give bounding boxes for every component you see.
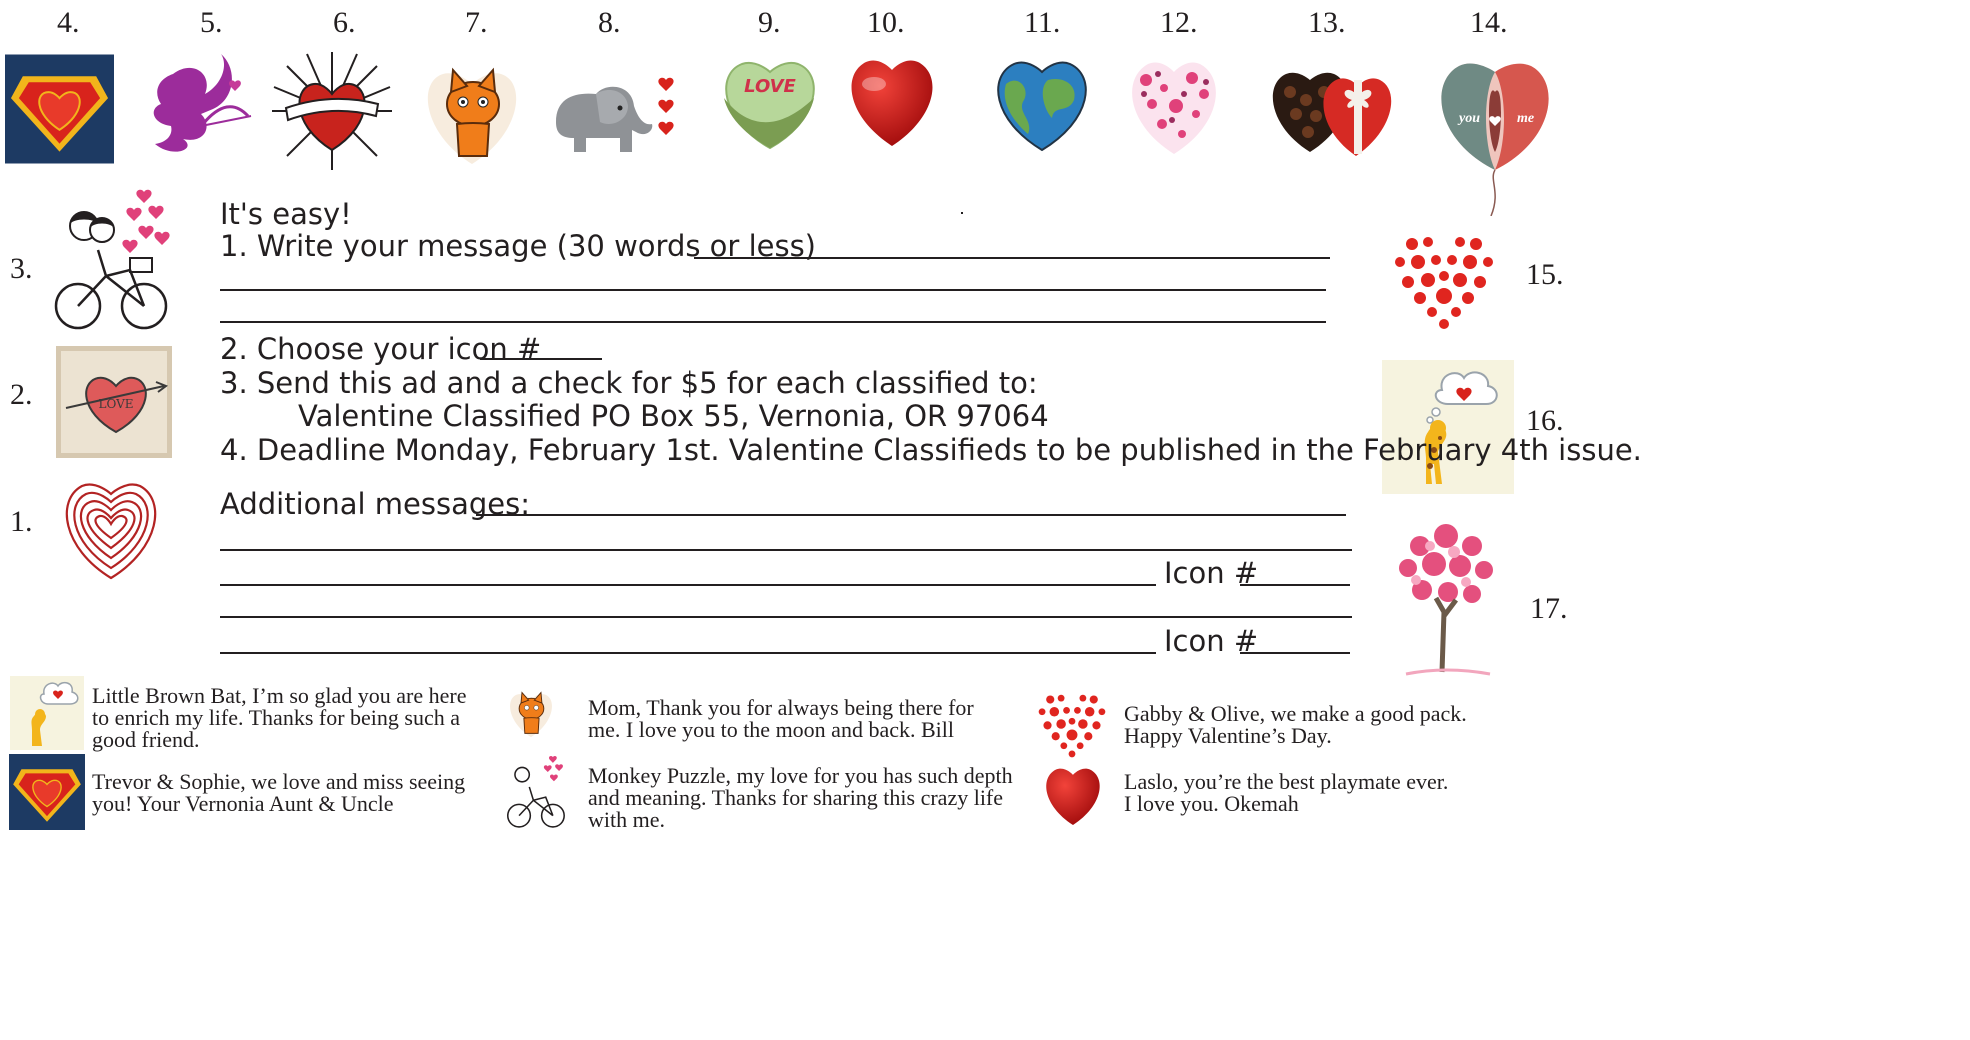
classified-4-line-1: Monkey Puzzle, my love for you has such depth	[588, 763, 1013, 788]
bird-pattern-heart-icon	[1122, 54, 1226, 158]
candy-heart-icon	[714, 54, 826, 150]
form-intro: It's easy!	[220, 197, 352, 231]
icon-label-1: Icon #	[1164, 556, 1259, 590]
icon-number-12: 12.	[1160, 6, 1198, 39]
you-me-balloon-icon	[1425, 52, 1565, 216]
classified-3-line-2: me. I love you to the moon and back. Bill	[588, 717, 954, 742]
icon-number-input[interactable]	[480, 358, 602, 360]
icon-number-11: 11.	[1024, 6, 1061, 39]
icon-number-13: 13.	[1308, 6, 1346, 39]
icon-number-9: 9.	[758, 6, 781, 39]
red-heart-icon	[842, 54, 942, 150]
classified-5-line-1: Gabby & Olive, we make a good pack.	[1124, 701, 1467, 726]
bicycle-couple-icon	[54, 178, 172, 334]
icon-number-16: 16.	[1526, 404, 1564, 437]
message-input-line-3[interactable]	[220, 321, 1326, 323]
candy-heart-text: LOVE	[744, 76, 796, 97]
mailing-address: Valentine Classified PO Box 55, Vernonia, OR 97064	[298, 399, 1049, 433]
cupid-icon	[143, 54, 255, 166]
icon-label-2: Icon #	[1164, 624, 1259, 658]
additional-input-line-5[interactable]	[220, 652, 1156, 654]
orange-cat-icon	[413, 52, 531, 170]
classified-3-line-1: Mom, Thank you for always being there for	[588, 695, 974, 720]
cat-thumb-icon	[498, 684, 564, 740]
balloon-me-text: me	[1517, 111, 1535, 126]
additional-input-line-4[interactable]	[220, 616, 1352, 618]
message-input-line-2[interactable]	[220, 289, 1326, 291]
heart-tree-icon	[1390, 516, 1502, 680]
classified-6-line-2: I love you. Okemah	[1124, 791, 1299, 816]
red-heart-thumb-icon	[1040, 764, 1106, 828]
starburst-heart-icon	[272, 52, 392, 170]
classified-2-line-1: Trevor & Sophie, we love and miss seeing	[92, 769, 466, 794]
form-step-2: 2. Choose your icon #	[220, 332, 542, 366]
icon-number-8: 8.	[598, 6, 621, 39]
additional-messages-label: Additional messages:	[220, 487, 531, 521]
paw-heart-thumb-icon	[1034, 690, 1110, 758]
fingerprint-heart-icon	[52, 474, 170, 584]
classified-4-line-2: and meaning. Thanks for sharing this crazy life	[588, 785, 1004, 810]
icon-number-3: 3.	[10, 252, 33, 285]
icon-number-7: 7.	[465, 6, 488, 39]
icon-number-4: 4.	[57, 6, 80, 39]
classified-2	[92, 771, 465, 815]
icon-number-17: 17.	[1530, 592, 1568, 625]
additional-input-line-2[interactable]	[220, 549, 1352, 551]
classified-4	[588, 765, 1013, 831]
additional-input-line-1[interactable]	[476, 514, 1346, 516]
form-step-3: 3. Send this ad and a check for $5 for each classified to:	[220, 366, 1038, 400]
form-step-4: 4. Deadline Monday, February 1st. Valentine Classifieds to be published in the February 4th issue.	[220, 433, 1642, 467]
stray-dot	[961, 212, 963, 214]
giraffe-thumb-icon	[10, 676, 84, 750]
classified-5	[1124, 703, 1467, 747]
message-input-line-1[interactable]	[694, 257, 1330, 259]
classified-1-line-1: Little Brown Bat, I’m so glad you are here	[92, 683, 467, 708]
classified-2-line-2: you! Your Vernonia Aunt & Uncle	[92, 791, 394, 816]
icon-number-10: 10.	[867, 6, 905, 39]
icon-number-6: 6.	[333, 6, 356, 39]
arrow-heart-icon	[56, 346, 172, 458]
paw-print-heart-icon	[1390, 230, 1498, 330]
classified-6-line-1: Laslo, you’re the best playmate ever.	[1124, 769, 1449, 794]
icon-input-1[interactable]	[1240, 584, 1350, 586]
elephant-hearts-icon	[546, 72, 679, 156]
icon-number-5: 5.	[200, 6, 223, 39]
icon-input-2[interactable]	[1240, 652, 1350, 654]
superhero-thumb-icon	[8, 754, 86, 830]
form-step-1: 1. Write your message (30 words or less)	[220, 229, 817, 263]
classified-6	[1124, 771, 1448, 815]
giraffe-cloud-icon	[1382, 360, 1514, 494]
chocolate-box-heart-icon	[1262, 60, 1402, 158]
classified-3	[588, 697, 974, 741]
classified-5-line-2: Happy Valentine’s Day.	[1124, 723, 1332, 748]
classified-1-line-2: to enrich my life. Thanks for being such a	[92, 705, 460, 730]
classified-1	[92, 685, 467, 751]
earth-heart-icon	[986, 54, 1098, 154]
icon-number-14: 14.	[1470, 6, 1508, 39]
superhero-heart-icon	[5, 54, 114, 164]
icon-number-15: 15.	[1526, 258, 1564, 291]
arrow-heart-text: LOVE	[98, 397, 134, 411]
icon-number-2: 2.	[10, 378, 33, 411]
classified-1-line-3: good friend.	[92, 727, 200, 752]
icon-number-1: 1.	[10, 505, 33, 538]
balloon-you-text: you	[1459, 111, 1480, 126]
bicycle-thumb-icon	[506, 750, 568, 830]
classified-4-line-3: with me.	[588, 807, 665, 832]
additional-input-line-3[interactable]	[220, 584, 1156, 586]
